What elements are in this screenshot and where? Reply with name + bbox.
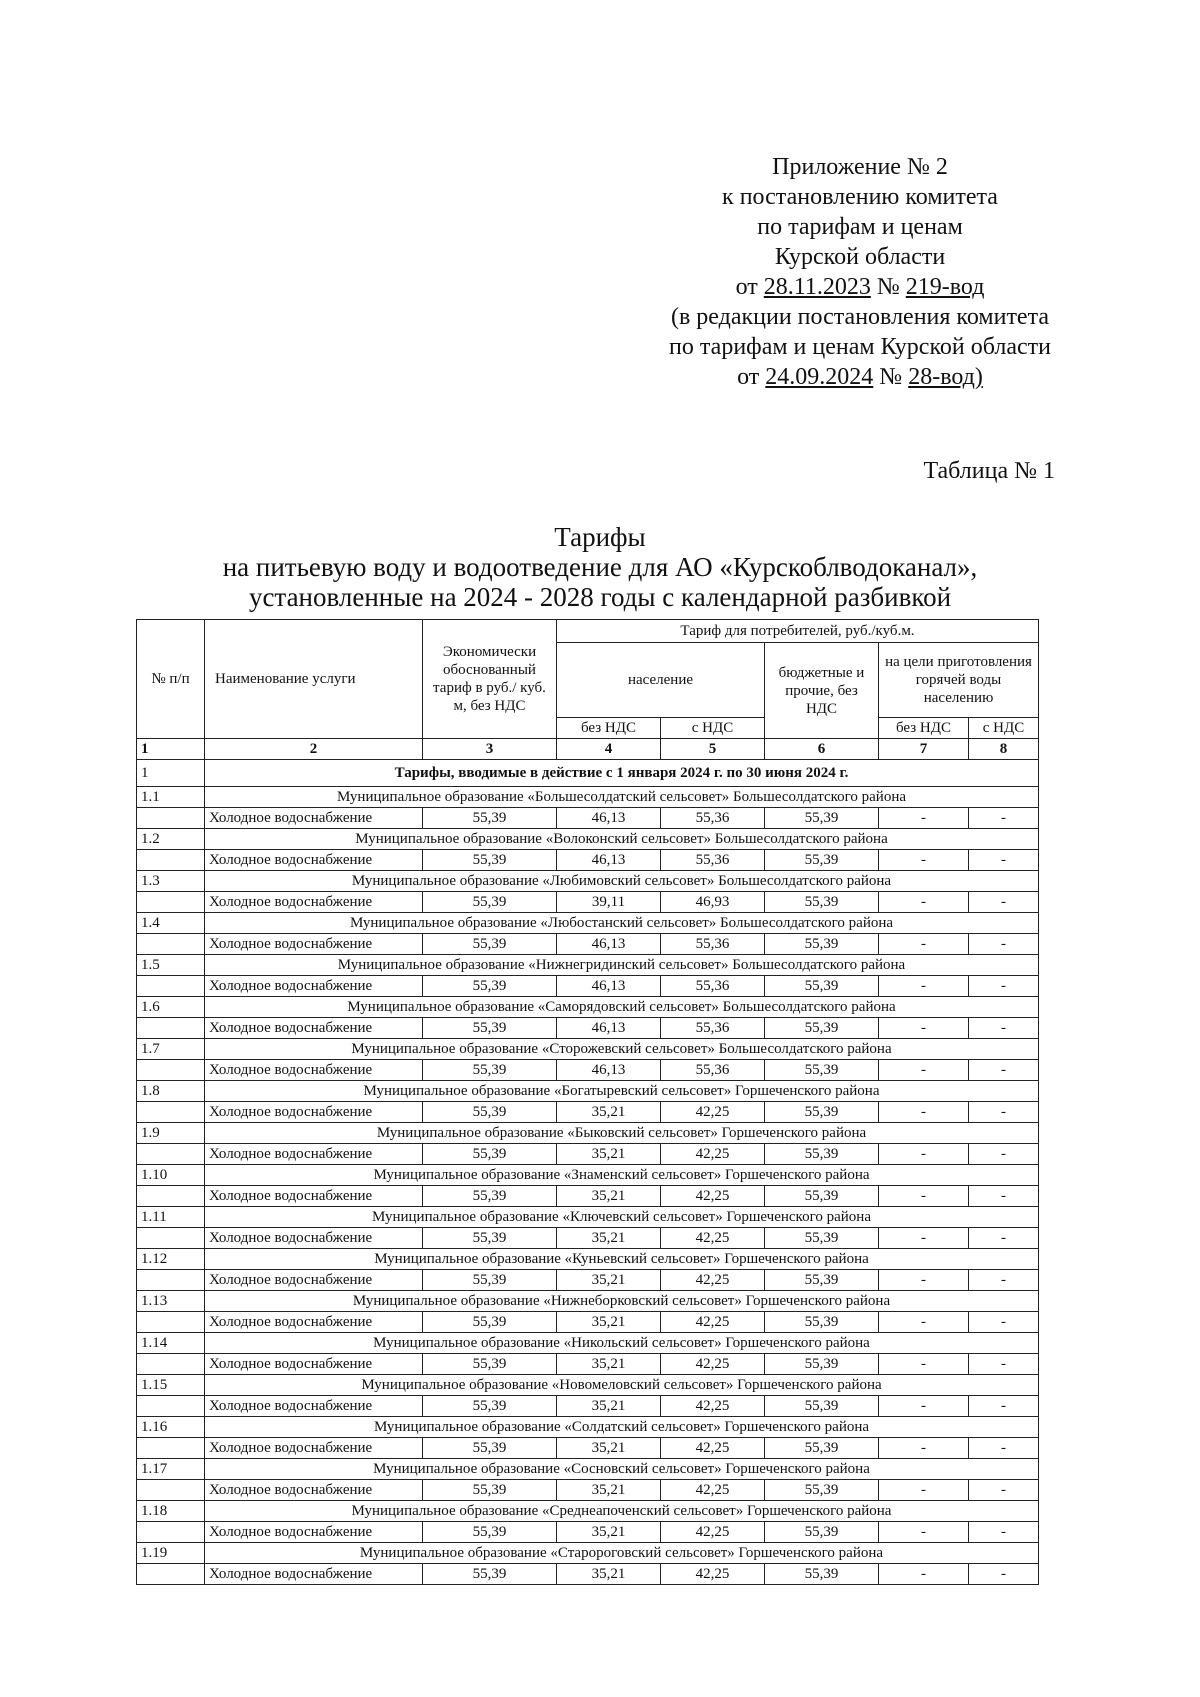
municipality-name: Муниципальное образование «Любостанский сельсовет» Большесолдатского района (205, 913, 1039, 934)
economic-tariff: 55,39 (423, 1060, 557, 1081)
municipality-name: Муниципальное образование «Быковский сельсовет» Горшеченского района (205, 1123, 1039, 1144)
row-num-empty (137, 976, 205, 997)
row-num: 1.10 (137, 1165, 205, 1186)
hot-water-tariff-without-vat: - (879, 1564, 969, 1585)
col-index: 1 (137, 739, 205, 760)
hot-water-tariff-without-vat: - (879, 850, 969, 871)
municipality-row (137, 913, 1039, 934)
population-tariff-with-vat: 42,25 (661, 1312, 765, 1333)
hot-water-tariff-with-vat: - (969, 892, 1039, 913)
annex-header (620, 152, 1100, 392)
annex-line-1: Приложение № 2 (772, 154, 948, 180)
row-num: 1.1 (137, 787, 205, 808)
service-row (137, 1312, 1039, 1333)
row-num-empty (137, 1564, 205, 1585)
row-num: 1.12 (137, 1249, 205, 1270)
row-num: 1.2 (137, 829, 205, 850)
header-economic: Экономически обоснованный тариф в руб./ куб. м, без НДС (423, 620, 557, 739)
annex-date: 28.11.2023 (763, 274, 871, 300)
row-num: 1.15 (137, 1375, 205, 1396)
col-index: 6 (765, 739, 879, 760)
annex-line-4: Курской области (774, 244, 946, 270)
col-index: 8 (969, 739, 1039, 760)
header-hot-water: на цели приготовления горячей воды населению (879, 643, 1039, 718)
municipality-row (137, 1543, 1039, 1564)
service-name: Холодное водоснабжение (205, 1144, 423, 1165)
economic-tariff: 55,39 (423, 1480, 557, 1501)
amend-num-sign: № (879, 364, 903, 390)
hot-water-tariff-without-vat: - (879, 1270, 969, 1291)
municipality-name: Муниципальное образование «Знаменский сельсовет» Горшеченского района (205, 1165, 1039, 1186)
economic-tariff: 55,39 (423, 850, 557, 871)
budget-tariff: 55,39 (765, 1144, 879, 1165)
annex-resolution-ref (620, 272, 1100, 302)
population-tariff-without-vat: 46,13 (557, 934, 661, 955)
hot-water-tariff-with-vat: - (969, 1480, 1039, 1501)
economic-tariff: 55,39 (423, 808, 557, 829)
municipality-name: Муниципальное образование «Старороговский сельсовет» Горшеченского района (205, 1543, 1039, 1564)
population-tariff-without-vat: 46,13 (557, 1060, 661, 1081)
hot-water-tariff-with-vat: - (969, 1564, 1039, 1585)
municipality-name: Муниципальное образование «Новомеловский сельсовет» Горшеченского района (205, 1375, 1039, 1396)
annex-line-3: по тарифам и ценам (757, 214, 963, 240)
service-row (137, 1102, 1039, 1123)
row-num: 1.13 (137, 1291, 205, 1312)
population-tariff-without-vat: 35,21 (557, 1480, 661, 1501)
service-row (137, 1060, 1039, 1081)
population-tariff-without-vat: 35,21 (557, 1186, 661, 1207)
budget-tariff: 55,39 (765, 1522, 879, 1543)
row-num: 1.18 (137, 1501, 205, 1522)
hot-water-tariff-without-vat: - (879, 1144, 969, 1165)
hot-water-tariff-without-vat: - (879, 1228, 969, 1249)
municipality-row (137, 1123, 1039, 1144)
budget-tariff: 55,39 (765, 976, 879, 997)
economic-tariff: 55,39 (423, 1102, 557, 1123)
header-service: Наименование услуги (205, 620, 423, 739)
service-row (137, 850, 1039, 871)
economic-tariff: 55,39 (423, 1564, 557, 1585)
population-tariff-without-vat: 35,21 (557, 1270, 661, 1291)
municipality-name: Муниципальное образование «Саморядовский сельсовет» Большесолдатского района (205, 997, 1039, 1018)
row-num: 1.14 (137, 1333, 205, 1354)
municipality-name: Муниципальное образование «Куньевский сельсовет» Горшеченского района (205, 1249, 1039, 1270)
row-num-empty (137, 1438, 205, 1459)
row-num: 1.5 (137, 955, 205, 976)
row-num: 1.19 (137, 1543, 205, 1564)
service-name: Холодное водоснабжение (205, 1438, 423, 1459)
hot-water-tariff-with-vat: - (969, 1018, 1039, 1039)
hot-water-tariff-with-vat: - (969, 1228, 1039, 1249)
row-num: 1.4 (137, 913, 205, 934)
amend-from: от (737, 364, 760, 390)
hot-water-tariff-without-vat: - (879, 892, 969, 913)
budget-tariff: 55,39 (765, 1396, 879, 1417)
population-tariff-with-vat: 42,25 (661, 1354, 765, 1375)
population-tariff-with-vat: 42,25 (661, 1144, 765, 1165)
hot-water-tariff-without-vat: - (879, 1102, 969, 1123)
municipality-row (137, 997, 1039, 1018)
hot-water-tariff-without-vat: - (879, 1312, 969, 1333)
annex-line-2: к постановлению комитета (722, 184, 998, 210)
annex-num-sign: № (876, 274, 900, 300)
service-row (137, 892, 1039, 913)
service-row (137, 1522, 1039, 1543)
header-population: население (557, 643, 765, 718)
annex-amend-line-2: по тарифам и ценам Курской области (669, 334, 1051, 360)
service-name: Холодное водоснабжение (205, 808, 423, 829)
budget-tariff: 55,39 (765, 1102, 879, 1123)
service-row (137, 1270, 1039, 1291)
municipality-row (137, 871, 1039, 892)
hot-water-tariff-without-vat: - (879, 1186, 969, 1207)
tariff-rows (137, 787, 1039, 1585)
title-line-1: Тарифы (554, 522, 646, 552)
row-num-empty (137, 1186, 205, 1207)
population-tariff-with-vat: 55,36 (661, 1018, 765, 1039)
header-hw-without-vat: без НДС (879, 718, 969, 739)
service-name: Холодное водоснабжение (205, 1522, 423, 1543)
col-index: 4 (557, 739, 661, 760)
budget-tariff: 55,39 (765, 1186, 879, 1207)
hot-water-tariff-with-vat: - (969, 1270, 1039, 1291)
service-name: Холодное водоснабжение (205, 1312, 423, 1333)
hot-water-tariff-with-vat: - (969, 808, 1039, 829)
municipality-name: Муниципальное образование «Сторожевский сельсовет» Большесолдатского района (205, 1039, 1039, 1060)
hot-water-tariff-with-vat: - (969, 1522, 1039, 1543)
municipality-row (137, 1417, 1039, 1438)
service-name: Холодное водоснабжение (205, 1018, 423, 1039)
row-num-empty (137, 1270, 205, 1291)
row-num-empty (137, 892, 205, 913)
population-tariff-without-vat: 35,21 (557, 1144, 661, 1165)
economic-tariff: 55,39 (423, 1018, 557, 1039)
hot-water-tariff-without-vat: - (879, 1396, 969, 1417)
annex-amend-line-1: (в редакции постановления комитета (670, 304, 1050, 330)
row-num: 1.6 (137, 997, 205, 1018)
row-num-empty (137, 1354, 205, 1375)
hot-water-tariff-without-vat: - (879, 1060, 969, 1081)
population-tariff-with-vat: 55,36 (661, 1060, 765, 1081)
section-num: 1 (137, 760, 205, 787)
header-num: № п/п (137, 620, 205, 739)
budget-tariff: 55,39 (765, 1228, 879, 1249)
row-num: 1.17 (137, 1459, 205, 1480)
tariff-table (136, 619, 1039, 1585)
municipality-row (137, 955, 1039, 976)
population-tariff-without-vat: 46,13 (557, 976, 661, 997)
service-name: Холодное водоснабжение (205, 1060, 423, 1081)
row-num-empty (137, 1144, 205, 1165)
document-title (140, 522, 1060, 612)
row-num-empty (137, 1060, 205, 1081)
budget-tariff: 55,39 (765, 1480, 879, 1501)
population-tariff-with-vat: 42,25 (661, 1102, 765, 1123)
municipality-name: Муниципальное образование «Солдатский сельсовет» Горшеченского района (205, 1417, 1039, 1438)
population-tariff-with-vat: 46,93 (661, 892, 765, 913)
annex-number: 219-вод (905, 274, 985, 300)
municipality-row (137, 1249, 1039, 1270)
hot-water-tariff-with-vat: - (969, 976, 1039, 997)
budget-tariff: 55,39 (765, 934, 879, 955)
col-index: 5 (661, 739, 765, 760)
economic-tariff: 55,39 (423, 892, 557, 913)
municipality-name: Муниципальное образование «Ключевский сельсовет» Горшеченского района (205, 1207, 1039, 1228)
municipality-row (137, 1291, 1039, 1312)
hot-water-tariff-with-vat: - (969, 1312, 1039, 1333)
service-row (137, 1396, 1039, 1417)
municipality-row (137, 1081, 1039, 1102)
service-name: Холодное водоснабжение (205, 1396, 423, 1417)
budget-tariff: 55,39 (765, 850, 879, 871)
row-num-empty (137, 1522, 205, 1543)
service-name: Холодное водоснабжение (205, 1354, 423, 1375)
municipality-name: Муниципальное образование «Волоконский сельсовет» Большесолдатского района (205, 829, 1039, 850)
hot-water-tariff-with-vat: - (969, 1144, 1039, 1165)
budget-tariff: 55,39 (765, 1564, 879, 1585)
population-tariff-with-vat: 55,36 (661, 850, 765, 871)
hot-water-tariff-with-vat: - (969, 934, 1039, 955)
population-tariff-without-vat: 35,21 (557, 1522, 661, 1543)
header-pop-with-vat: с НДС (661, 718, 765, 739)
population-tariff-without-vat: 35,21 (557, 1354, 661, 1375)
population-tariff-with-vat: 42,25 (661, 1228, 765, 1249)
amend-number: 28-вод) (908, 364, 983, 390)
hot-water-tariff-without-vat: - (879, 976, 969, 997)
economic-tariff: 55,39 (423, 1312, 557, 1333)
hot-water-tariff-with-vat: - (969, 1354, 1039, 1375)
service-name: Холодное водоснабжение (205, 1564, 423, 1585)
hot-water-tariff-without-vat: - (879, 1438, 969, 1459)
municipality-row (137, 1333, 1039, 1354)
budget-tariff: 55,39 (765, 808, 879, 829)
service-row (137, 1186, 1039, 1207)
municipality-row (137, 787, 1039, 808)
header-consumers: Тариф для потребителей, руб./куб.м. (557, 620, 1039, 643)
hot-water-tariff-without-vat: - (879, 1018, 969, 1039)
municipality-name: Муниципальное образование «Сосновский сельсовет» Горшеченского района (205, 1459, 1039, 1480)
service-row (137, 808, 1039, 829)
budget-tariff: 55,39 (765, 1060, 879, 1081)
municipality-row (137, 1207, 1039, 1228)
hot-water-tariff-without-vat: - (879, 1354, 969, 1375)
service-name: Холодное водоснабжение (205, 1228, 423, 1249)
hot-water-tariff-with-vat: - (969, 1186, 1039, 1207)
service-row (137, 1438, 1039, 1459)
service-name: Холодное водоснабжение (205, 850, 423, 871)
budget-tariff: 55,39 (765, 1270, 879, 1291)
col-index: 2 (205, 739, 423, 760)
population-tariff-with-vat: 42,25 (661, 1480, 765, 1501)
budget-tariff: 55,39 (765, 892, 879, 913)
title-line-3: установленные на 2024 - 2028 годы с календарной разбивкой (248, 582, 952, 612)
service-name: Холодное водоснабжение (205, 934, 423, 955)
title-line-2: на питьевую воду и водоотведение для АО «Курскоблводоканал», (222, 552, 978, 582)
economic-tariff: 55,39 (423, 1396, 557, 1417)
hot-water-tariff-with-vat: - (969, 1102, 1039, 1123)
economic-tariff: 55,39 (423, 934, 557, 955)
population-tariff-without-vat: 35,21 (557, 1396, 661, 1417)
population-tariff-without-vat: 46,13 (557, 1018, 661, 1039)
service-name: Холодное водоснабжение (205, 892, 423, 913)
municipality-name: Муниципальное образование «Нижнеборковский сельсовет» Горшеченского района (205, 1291, 1039, 1312)
municipality-row (137, 1039, 1039, 1060)
population-tariff-without-vat: 35,21 (557, 1564, 661, 1585)
municipality-row (137, 829, 1039, 850)
section-title: Тарифы, вводимые в действие с 1 января 2024 г. по 30 июня 2024 г. (205, 760, 1039, 787)
budget-tariff: 55,39 (765, 1018, 879, 1039)
service-row (137, 1228, 1039, 1249)
service-row (137, 1354, 1039, 1375)
header-pop-without-vat: без НДС (557, 718, 661, 739)
service-name: Холодное водоснабжение (205, 976, 423, 997)
hot-water-tariff-with-vat: - (969, 1396, 1039, 1417)
population-tariff-without-vat: 35,21 (557, 1228, 661, 1249)
hot-water-tariff-with-vat: - (969, 1060, 1039, 1081)
row-num: 1.9 (137, 1123, 205, 1144)
population-tariff-with-vat: 42,25 (661, 1564, 765, 1585)
budget-tariff: 55,39 (765, 1354, 879, 1375)
municipality-name: Муниципальное образование «Нижнегридинский сельсовет» Большесолдатского района (205, 955, 1039, 976)
header-hw-with-vat: с НДС (969, 718, 1039, 739)
budget-tariff: 55,39 (765, 1438, 879, 1459)
service-name: Холодное водоснабжение (205, 1480, 423, 1501)
population-tariff-with-vat: 42,25 (661, 1186, 765, 1207)
economic-tariff: 55,39 (423, 1228, 557, 1249)
population-tariff-with-vat: 55,36 (661, 934, 765, 955)
hot-water-tariff-with-vat: - (969, 850, 1039, 871)
service-row (137, 1480, 1039, 1501)
economic-tariff: 55,39 (423, 1354, 557, 1375)
population-tariff-with-vat: 42,25 (661, 1396, 765, 1417)
population-tariff-without-vat: 35,21 (557, 1102, 661, 1123)
col-index: 3 (423, 739, 557, 760)
population-tariff-without-vat: 46,13 (557, 808, 661, 829)
municipality-name: Муниципальное образование «Среднеапоченский сельсовет» Горшеченского района (205, 1501, 1039, 1522)
economic-tariff: 55,39 (423, 976, 557, 997)
municipality-name: Муниципальное образование «Богатыревский сельсовет» Горшеченского района (205, 1081, 1039, 1102)
economic-tariff: 55,39 (423, 1522, 557, 1543)
row-num: 1.7 (137, 1039, 205, 1060)
population-tariff-with-vat: 55,36 (661, 808, 765, 829)
population-tariff-without-vat: 35,21 (557, 1312, 661, 1333)
population-tariff-without-vat: 35,21 (557, 1438, 661, 1459)
row-num-empty (137, 1312, 205, 1333)
hot-water-tariff-with-vat: - (969, 1438, 1039, 1459)
population-tariff-with-vat: 55,36 (661, 976, 765, 997)
row-num: 1.11 (137, 1207, 205, 1228)
service-name: Холодное водоснабжение (205, 1102, 423, 1123)
row-num: 1.3 (137, 871, 205, 892)
row-num-empty (137, 1396, 205, 1417)
annex-amend-ref (620, 362, 1100, 392)
hot-water-tariff-without-vat: - (879, 1522, 969, 1543)
row-num-empty (137, 808, 205, 829)
hot-water-tariff-without-vat: - (879, 1480, 969, 1501)
row-num-empty (137, 934, 205, 955)
population-tariff-without-vat: 39,11 (557, 892, 661, 913)
municipality-row (137, 1501, 1039, 1522)
municipality-name: Муниципальное образование «Большесолдатский сельсовет» Большесолдатского района (205, 787, 1039, 808)
service-row (137, 976, 1039, 997)
municipality-row (137, 1459, 1039, 1480)
budget-tariff: 55,39 (765, 1312, 879, 1333)
col-index: 7 (879, 739, 969, 760)
economic-tariff: 55,39 (423, 1270, 557, 1291)
municipality-name: Муниципальное образование «Любимовский сельсовет» Большесолдатского района (205, 871, 1039, 892)
service-row (137, 1144, 1039, 1165)
service-row (137, 1564, 1039, 1585)
header-budget: бюджетные и прочие, без НДС (765, 643, 879, 739)
row-num: 1.8 (137, 1081, 205, 1102)
economic-tariff: 55,39 (423, 1144, 557, 1165)
row-num-empty (137, 1228, 205, 1249)
row-num-empty (137, 1018, 205, 1039)
row-num: 1.16 (137, 1417, 205, 1438)
hot-water-tariff-without-vat: - (879, 808, 969, 829)
population-tariff-without-vat: 46,13 (557, 850, 661, 871)
municipality-row (137, 1375, 1039, 1396)
population-tariff-with-vat: 42,25 (661, 1270, 765, 1291)
service-row (137, 934, 1039, 955)
municipality-name: Муниципальное образование «Никольский сельсовет» Горшеченского района (205, 1333, 1039, 1354)
service-name: Холодное водоснабжение (205, 1270, 423, 1291)
table-label: Таблица № 1 (923, 458, 1055, 484)
row-num-empty (137, 1480, 205, 1501)
economic-tariff: 55,39 (423, 1438, 557, 1459)
economic-tariff: 55,39 (423, 1186, 557, 1207)
amend-date: 24.09.2024 (765, 364, 874, 390)
municipality-row (137, 1165, 1039, 1186)
row-num-empty (137, 1102, 205, 1123)
population-tariff-with-vat: 42,25 (661, 1522, 765, 1543)
row-num-empty (137, 850, 205, 871)
population-tariff-with-vat: 42,25 (661, 1438, 765, 1459)
service-row (137, 1018, 1039, 1039)
annex-from: от (735, 274, 758, 300)
hot-water-tariff-without-vat: - (879, 934, 969, 955)
service-name: Холодное водоснабжение (205, 1186, 423, 1207)
